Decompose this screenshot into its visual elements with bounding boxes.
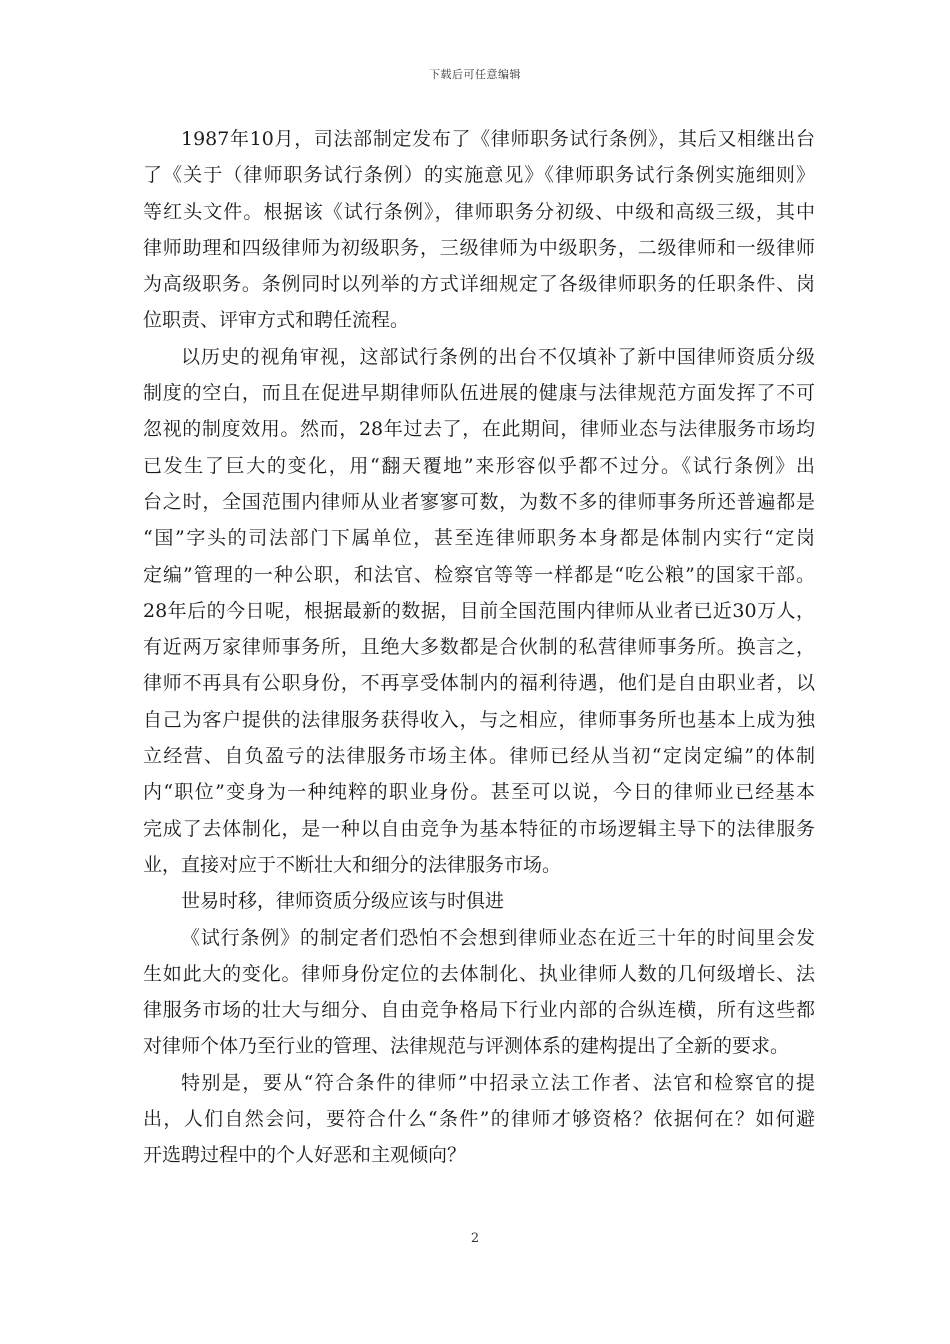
text-line: 世易时移，律师资质分级应该与时俱进: [181, 890, 505, 913]
text-line: 有近两万家律师事务所，且绝大多数都是合伙制的私营律师事务所。换言之，: [143, 636, 815, 659]
text-line: 律师助理和四级律师为初级职务，三级律师为中级职务，二级律师和一级律师: [143, 236, 815, 259]
text-line: 特别是，要从“符合条件的律师”中招录立法工作者、法官和检察官的提: [181, 1071, 815, 1094]
text-line: 《试行条例》的制定者们恐怕不会想到律师业态在近三十年的时间里会发: [181, 926, 815, 949]
text-line: 内“职位”变身为一种纯粹的职业身份。甚至可以说，今日的律师业已经基本: [143, 781, 815, 804]
text-line: 台之时，全国范围内律师从业者寥寥可数，为数不多的律师事务所还普遍都是: [143, 490, 815, 513]
text-line: 自己为客户提供的法律服务获得收入，与之相应，律师事务所也基本上成为独: [143, 708, 815, 731]
document-body: [143, 121, 815, 1174]
text-line: 等红头文件。根据该《试行条例》，律师职务分初级、中级和高级三级，其中: [143, 200, 815, 223]
text-line: 完成了去体制化，是一种以自由竞争为基本特征的市场逻辑主导下的法律服务: [143, 817, 815, 840]
text-line: 28年后的今日呢，根据最新的数据，目前全国范围内律师从业者已近30万人，: [143, 599, 815, 622]
text-line: 了《关于（律师职务试行条例）的实施意见》《律师职务试行条例实施细则》: [143, 164, 815, 187]
text-line: 对律师个体乃至行业的管理、法律规范与评测体系的建构提出了全新的要求。: [143, 1035, 790, 1058]
text-line: 开选聘过程中的个人好恶和主观倾向？: [143, 1144, 467, 1167]
text-line: 制度的空白，而且在促进早期律师队伍进展的健康与法律规范方面发挥了不可: [143, 382, 815, 405]
text-line: 律师不再具有公职身份，不再享受体制内的福利待遇，他们是自由职业者，以: [143, 672, 815, 695]
page-number: 2: [470, 1231, 480, 1246]
text-line: 以历史的视角审视，这部试行条例的出台不仅填补了新中国律师资质分级: [181, 345, 815, 368]
text-line: 立经营、自负盈亏的法律服务市场主体。律师已经从当初“定岗定编”的体制: [143, 745, 815, 768]
text-line: 出，人们自然会问，要符合什么“条件”的律师才够资格？依据何在？如何避: [143, 1108, 815, 1131]
text-line: 忽视的制度效用。然而，28年过去了，在此期间，律师业态与法律服务市场均: [143, 418, 815, 441]
text-line: 已发生了巨大的变化，用“翻天覆地”来形容似乎都不过分。《试行条例》出: [143, 454, 815, 477]
text-line: 位职责、评审方式和聘任流程。: [143, 309, 410, 332]
text-line: 定编”管理的一种公职，和法官、检察官等等一样都是“吃公粮”的国家干部。: [143, 563, 815, 586]
page-header: 下载后可任意编辑: [429, 68, 521, 81]
text-line: 生如此大的变化。律师身份定位的去体制化、执业律师人数的几何级增长、法: [143, 962, 815, 985]
text-line: 业，直接对应于不断壮大和细分的法律服务市场。: [143, 853, 562, 876]
text-line: 为高级职务。条例同时以列举的方式详细规定了各级律师职务的任职条件、岗: [143, 273, 815, 296]
text-line: 律服务市场的壮大与细分、自由竞争格局下行业内部的合纵连横，所有这些都: [143, 999, 815, 1022]
text-line: “国”字头的司法部门下属单位，甚至连律师职务本身都是体制内实行“定岗: [143, 527, 815, 550]
text-line: 1987年10月，司法部制定发布了《律师职务试行条例》，其后又相继出台: [181, 128, 815, 150]
